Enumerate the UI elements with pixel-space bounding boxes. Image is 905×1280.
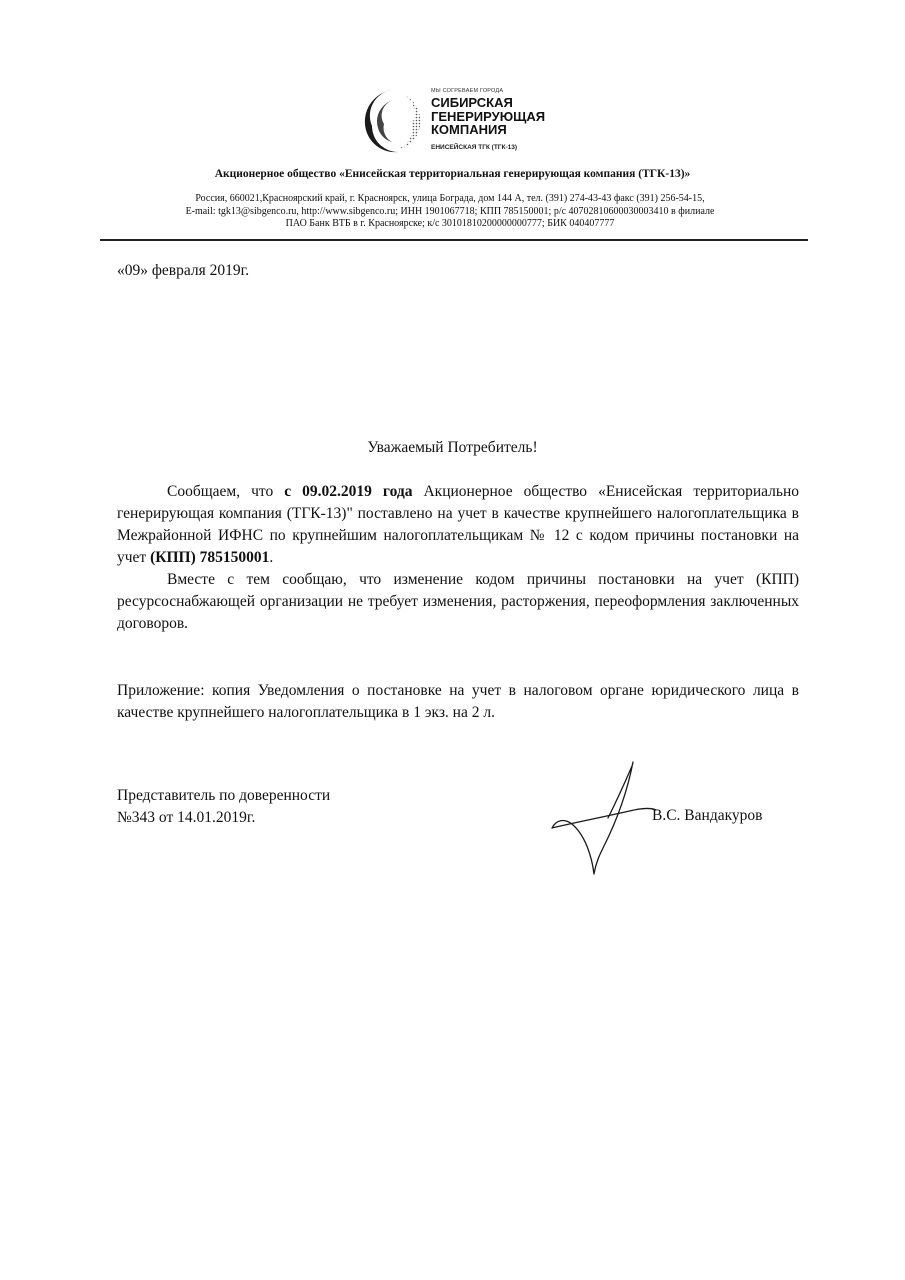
letter-date: «09» февраля 2019г.: [117, 262, 250, 279]
header-divider: [100, 239, 808, 241]
signer-name: В.С. Вандакуров: [652, 807, 763, 824]
logo-name-line-3: КОМПАНИЯ: [431, 122, 507, 137]
requisites-line-2: E-mail: tgk13@sibgenco.ru, http://www.sibgenco.ru; ИНН 1901067718; КПП 785150001; р/с 40702810600030003410 в филиале: [185, 205, 715, 217]
logo-name-line-1: СИБИРСКАЯ: [431, 95, 513, 110]
sgk-logo-icon: [358, 86, 428, 156]
p1-date-bold: с 09.02.2019 года: [284, 483, 413, 500]
logo-name-line-2: ГЕНЕРИРУЮЩАЯ: [431, 108, 546, 124]
paragraph-contracts: Вместе с тем сообщаю, что изменение кодом причины постановки на учет (КПП) ресурсоснабжающей организации не требует изменения, расторжения, переоформления заключенных договоров.: [117, 571, 799, 632]
p1-text-2: Акционерное общество «Енисейская территориально генерирующая компания (ТГК-13)" поставлено на учет в качестве крупнейшего налогоплательщика в Межрайонной ИФНС по крупнейшим налогоплательщикам № 12 с кодом причины постановки на учет: [117, 483, 799, 566]
salutation: Уважаемый Потребитель!: [367, 439, 538, 456]
company-logo: [358, 82, 578, 162]
p1-text-3: .: [269, 549, 274, 566]
requisites-line-3: ПАО Банк ВТБ в г. Красноярске; к/с 30101810200000000777; БИК 040407777: [285, 218, 615, 229]
company-title: Акционерное общество «Енисейская территориальная генерирующая компания (ТГК-13)»: [214, 168, 691, 180]
p1-kpp-bold: (КПП) 785150001: [150, 549, 270, 566]
p1-text-1: Сообщаем, что: [167, 483, 285, 500]
signatory-block: [117, 785, 330, 829]
logo-subtitle: ЕНИСЕЙСКАЯ ТГК (ТГК-13): [431, 144, 518, 151]
company-requisites: [90, 193, 810, 231]
paragraph-notification: [117, 481, 799, 569]
logo-name: [431, 96, 545, 137]
paragraph-attachment: Приложение: копия Уведомления о постановке на учет в налоговом органе юридического лица в качестве крупнейшего налогоплательщика в 1 экз. на 2 л.: [117, 682, 799, 721]
logo-slogan: МЫ СОГРЕВАЕМ ГОРОДА: [431, 88, 504, 94]
requisites-line-1: Россия, 660021,Красноярский край, г. Красноярск, улица Бограда, дом 144 А, тел. (391) 274-43-43 факс (391) 256-54-15,: [195, 193, 705, 204]
handwritten-signature: [548, 758, 658, 878]
signatory-position: Представитель по доверенности: [117, 787, 331, 804]
signatory-power-of-attorney: №343 от 14.01.2019г.: [117, 809, 256, 826]
